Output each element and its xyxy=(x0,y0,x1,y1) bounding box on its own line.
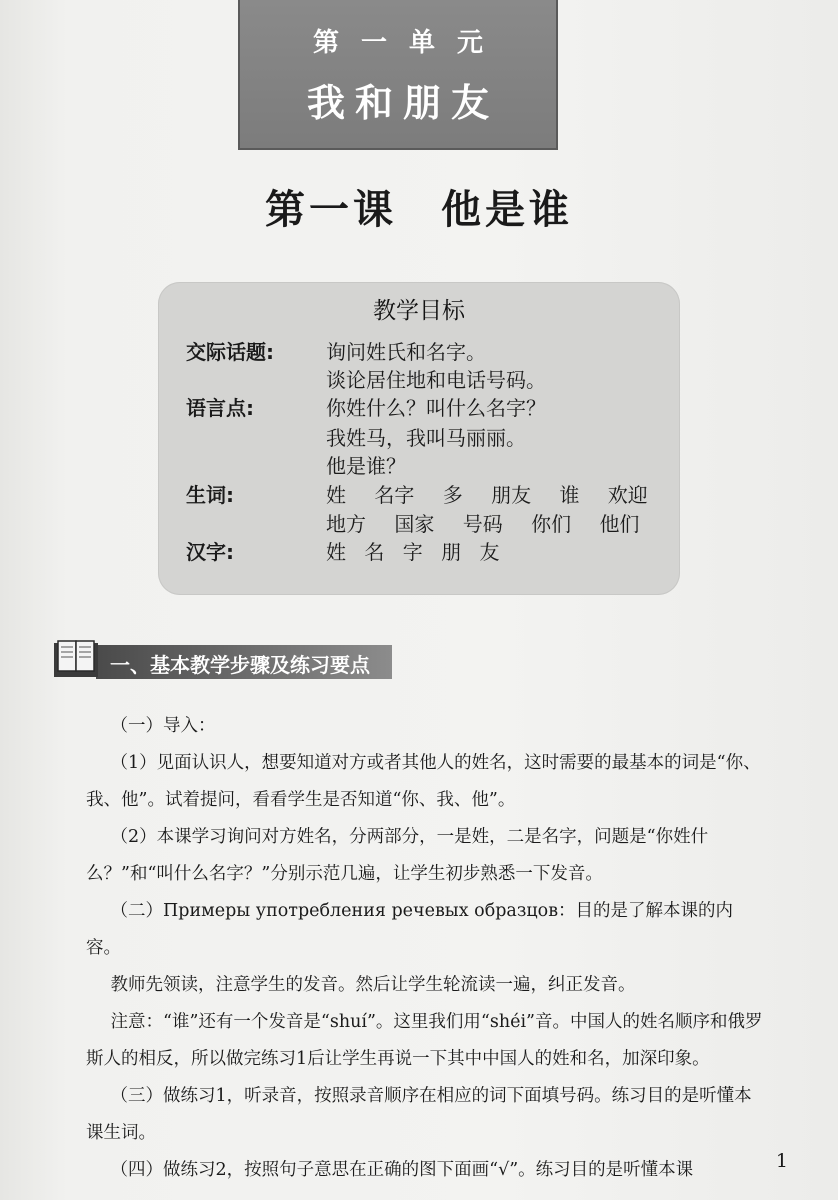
objective-language-line: 你姓什么？叫什么名字？ xyxy=(326,396,546,420)
chars-list xyxy=(326,536,511,565)
char-item: 友 xyxy=(479,540,500,564)
vocab-word: 名字 xyxy=(374,483,415,507)
paragraph: （二）Примеры употребления речевых образцов：目的是了解本课的内容。 xyxy=(86,901,734,958)
paragraph: （三）做练习1，听录音，按照录音顺序在相应的词下面填号码。练习目的是听懂本课生词。 xyxy=(86,1086,752,1143)
paragraph: （1）见面认识人，想要知道对方或者其他人的姓名，这时需要的最基本的词是“你、我、他”。试着提问，看看学生是否知道“你、我、他”。 xyxy=(86,753,761,810)
unit-banner xyxy=(238,0,558,150)
paragraph: （四）做练习2，按照句子意思在正确的图下面画“√”。练习目的是听懂本课 xyxy=(110,1160,694,1180)
objective-language-line: 我姓马，我叫马丽丽。 xyxy=(326,426,526,450)
paragraph: 注意：“谁”还有一个发音是“shuí”。这里我们用“shéi”音。中国人的姓名顺序和俄罗斯人的相反，所以做完练习1后让学生再说一下其中中国人的姓和名，加深印象。 xyxy=(86,1012,763,1069)
section-title: 一、基本教学步骤及练习要点 xyxy=(110,653,370,677)
objective-language-label: 语言点: xyxy=(186,396,254,420)
objectives-box xyxy=(158,282,680,595)
objective-language-line: 他是谁？ xyxy=(326,454,406,478)
book-icon xyxy=(52,637,104,681)
objective-topic-line: 询问姓氏和名字。 xyxy=(326,340,486,364)
paragraph: 教师先领读，注意学生的发音。然后让学生轮流读一遍，纠正发音。 xyxy=(110,975,636,995)
vocab-list-1 xyxy=(326,479,670,508)
vocab-word: 欢迎 xyxy=(607,483,648,507)
unit-number: 第一单元 xyxy=(312,28,505,58)
vocab-word: 他们 xyxy=(599,512,640,536)
page-number: 1 xyxy=(775,1150,788,1172)
body-text xyxy=(86,708,766,1189)
objective-topic-label: 交际话题: xyxy=(186,340,274,364)
paragraph: （一）导入： xyxy=(110,716,216,736)
unit-title: 我和朋友 xyxy=(306,81,499,125)
vocab-word: 谁 xyxy=(559,483,580,507)
char-item: 姓 xyxy=(326,540,346,564)
char-item: 名 xyxy=(364,540,385,564)
vocab-word: 姓 xyxy=(326,483,346,507)
objective-topic-line: 谈论居住地和电话号码。 xyxy=(326,368,546,392)
vocab-word: 国家 xyxy=(394,512,435,536)
objective-vocab-label: 生词: xyxy=(186,483,234,507)
vocab-word: 号码 xyxy=(462,512,503,536)
section-header xyxy=(52,637,392,681)
objective-chars-label: 汉字: xyxy=(186,540,234,564)
objectives-heading: 教学目标 xyxy=(373,298,465,324)
lesson-title: 第一课 他是谁 xyxy=(265,187,573,233)
char-item: 朋 xyxy=(441,540,462,564)
vocab-word: 多 xyxy=(442,483,463,507)
vocab-list-2 xyxy=(326,508,661,537)
vocab-word: 朋友 xyxy=(491,483,532,507)
char-item: 字 xyxy=(402,540,423,564)
paragraph: （2）本课学习询问对方姓名，分两部分，一是姓，二是名字，问题是“你姓什么？”和“叫什么名字？”分别示范几遍，让学生初步熟悉一下发音。 xyxy=(86,827,709,884)
vocab-word: 地方 xyxy=(326,512,366,536)
vocab-word: 你们 xyxy=(531,512,572,536)
